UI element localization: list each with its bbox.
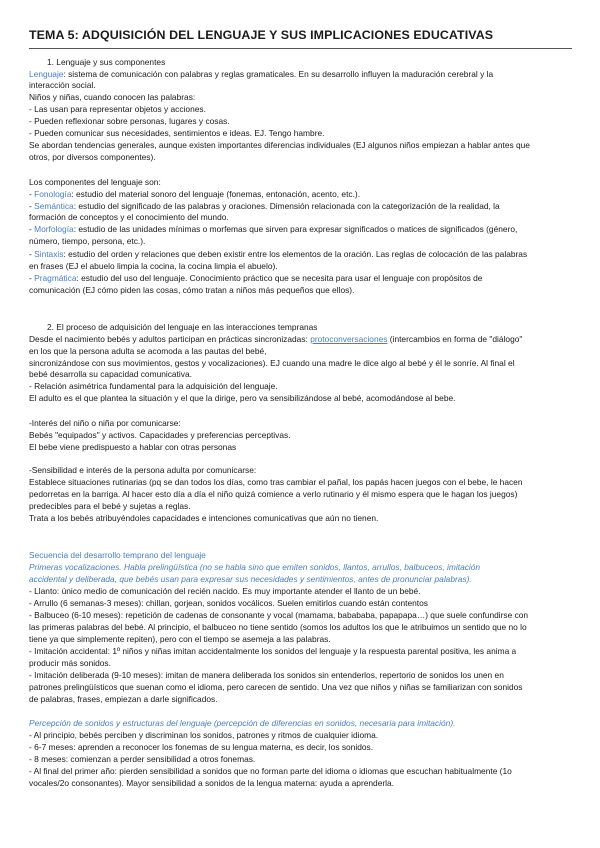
paragraph-line: las primeras palabras del bebé. Al principio, el balbuceo no tiene sentido (somos los adultos los que le atribuimos un sentido que no lo (29, 622, 527, 632)
paragraph-line: El adulto es el que plantea la situación y el que la dirige, pero va sensibilizándose al bebé, acomodándose al bebe. (29, 393, 456, 403)
term-lenguaje: Lenguaje (29, 69, 64, 79)
paragraph-line: bebé desarrolla su capacidad comunicativa. (29, 369, 192, 379)
italic-intro: accidental y deliberada, que bebés usan para expresar sus necesidades y sentimientos, antes de pronunciar palabras). (29, 574, 472, 584)
term-sintaxis: Sintaxis (34, 249, 64, 259)
italic-intro: Primeras vocalizaciones. Habla prelingüística (no se habla sino que emiten sonidos, llantos, arrullos, balbuceos, imitación (29, 562, 481, 572)
paragraph-line: formación de conceptos y el conocimiento del mundo. (29, 212, 229, 222)
line-text: Desde el nacimiento bebés y adultos participan en prácticas sincronizadas: (29, 334, 311, 344)
list-item: - 6-7 meses: aprenden a reconocer los fonemas de su lengua materna, es decir, los sonidos. (29, 742, 374, 752)
protoconversaciones-link[interactable]: protoconversaciones (310, 334, 388, 344)
subsection-heading: Secuencia del desarrollo temprano del lenguaje (29, 550, 206, 560)
section-1-heading: 1. Lenguaje y sus componentes (47, 57, 166, 67)
paragraph-line: en los que la persona adulta se acomoda a las pautas del bebé, (29, 346, 267, 356)
title-divider (29, 48, 572, 49)
paragraph-line: Niños y niñas, cuando conocen las palabras: (29, 92, 196, 102)
list-item: - Al final del primer año: pierden sensibilidad a sonidos que no forman parte del idioma o idiomas que escuchan habitualmente (1o (29, 766, 512, 776)
paragraph-line: Trata a los bebés atribuyéndoles capacidades e intenciones comunicativas que aún no tienen. (29, 513, 379, 523)
term-fonologia: Fonología (34, 189, 72, 199)
line-text: : sistema de comunicación con palabras y reglas gramaticales. En su desarrollo influyen la maduración cerebral y la (63, 69, 494, 79)
term-pragmatica: Pragmática (34, 273, 77, 283)
paragraph-line: sincronizándose con sus movimientos, gestos y vocalizaciones). EJ cuando una madre le dice algo al bebé y él le sonríe. Al final el (29, 358, 515, 368)
list-item: - Las usan para representar objetos y acciones. (29, 104, 206, 114)
list-item: - Pueden reflexionar sobre personas, lugares y cosas. (29, 116, 230, 126)
list-item: - Fonología: estudio del material sonoro del lenguaje (fonemas, entonación, acento, etc.). (29, 189, 361, 199)
paragraph-line: predecibles para el bebé y sujetas a reglas. (29, 501, 191, 511)
paragraph-line: en frases (EJ el abuelo limpia la cocina, la cocina limpia el abuelo). (29, 261, 278, 271)
list-item: - Sintaxis: estudio del orden y relaciones que deben existir entre los elementos de la oración. Las reglas de colocación de las palabras (29, 249, 528, 259)
list-item: - Semántica: estudio del significado de las palabras y oraciones. Dimensión relacionada con la categorización de la realidad, la (29, 201, 500, 211)
list-item: - Al principio, bebés perciben y discriminan los sonidos, patrones y ritmos de cualquier idioma. (29, 730, 379, 740)
paragraph-line: de palabras, frases, empiezan a darle significados. (29, 694, 218, 704)
list-item: - Pueden comunicar sus necesidades, sentimientos e ideas. EJ. Tengo hambre. (29, 128, 325, 138)
list-item: - 8 meses: comienzan a perder sensibilidad a otros fonemas. (29, 754, 256, 764)
list-item: - Morfología: estudio de las unidades mínimas o morfemas que sirven para expresar significados o matices de significados (género, (29, 224, 518, 234)
paragraph-line: Se abordan tendencias generales, aunque existen importantes diferencias individuales (EJ algunos niños empiezan a hablar antes que (29, 140, 530, 150)
page-title: TEMA 5: ADQUISICIÓN DEL LENGUAJE Y SUS IMPLICACIONES EDUCATIVAS (29, 28, 494, 42)
line-text: : estudio de las unidades mínimas o morfemas que sirven para expresar significados o matices de significados (género, (73, 224, 518, 234)
paragraph-line: Los componentes del lenguaje son: (29, 177, 161, 187)
line-text: : estudio del uso del lenguaje. Conocimiento práctico que se necesita para usar el lenguaje con propósitos de (76, 273, 483, 283)
paragraph-line: comunicación (EJ cómo piden las cosas, cómo tratan a niños más pequeños que ellos). (29, 285, 355, 295)
paragraph-line: -Sensibilidad e interés de la persona adulta por comunicarse: (29, 465, 257, 475)
term-semantica: Semántica (34, 201, 74, 211)
section-2-heading: 2. El proceso de adquisición del lenguaje en las interacciones tempranas (47, 322, 318, 332)
paragraph-line: patrones prelingüísticos que suenan como el idioma, pero carecen de sentido. Una vez que niños y niñas se familiarizan con sonidos (29, 682, 523, 692)
paragraph-line: -Interés del niño o niña por comunicarse: (29, 418, 181, 428)
paragraph-line (29, 334, 522, 345)
paragraph-line: pedorretas en la barriga. Al hacer esto día a día el niño quizá comience a verlo rutinario y él mismo espera que le hagan los juegos) (29, 489, 518, 499)
paragraph-line: Bebés "equipados" y activos. Capacidades y preferencias perceptivas. (29, 430, 291, 440)
line-text: : estudio del material sonoro del lenguaje (fonemas, entonación, acento, etc.). (71, 189, 361, 199)
list-item: - Imitación deliberada (9-10 meses): imitan de manera deliberada los sonidos sin entenderlos, repertorio de sonidos los unen en (29, 670, 504, 680)
subsection-heading: Percepción de sonidos y estructuras del lenguaje (percepción de diferencias en sonidos, necesaria para imitación). (29, 718, 456, 728)
list-item: - Arrullo (6 semanas-3 meses): chillan, gorjean, sonidos vocálicos. Suelen emitirlos cuando están contentos (29, 598, 428, 608)
line-text: (intercambios en forma de "diálogo" (387, 334, 523, 344)
paragraph-line (29, 69, 493, 80)
paragraph-line: producir más sonidos. (29, 658, 111, 668)
paragraph-line: Establece situaciones rutinarias (pq se dan todos los días, como tras cambiar el pañal, los papás hacen juegos con el bebe, le hacen (29, 477, 523, 487)
paragraph-line: interacción social. (29, 80, 96, 90)
list-item: - Relación asimétrica fundamental para la adquisición del lenguaje. (29, 381, 278, 391)
paragraph-line: número, tiempo, persona, etc.). (29, 236, 146, 246)
paragraph-line: tiene ya que simplemente repiten), pero con el tiempo se asemeja a las palabras. (29, 634, 331, 644)
list-item: - Pragmática: estudio del uso del lenguaje. Conocimiento práctico que se necesita para usar el lenguaje con propósitos de (29, 273, 483, 283)
term-morfologia: Morfología (34, 224, 74, 234)
paragraph-line: vocales/2o consonantes). Mayor sensibilidad a sonidos de la lengua materna: ayuda a aprenderla. (29, 778, 395, 788)
list-item: - Balbuceo (6-10 meses): repetición de cadenas de consonante y vocal (mamama, babababa, papapapa…) que suele confundirse con (29, 610, 529, 620)
list-item: - Imitación accidental: 1º niños y niñas imitan accidentalmente los sonidos del lenguaje y la respuesta parental positiva, les anima a (29, 646, 517, 656)
line-text: : estudio del significado de las palabras y oraciones. Dimensión relacionada con la categorización de la realidad, la (73, 201, 500, 211)
list-item: - Llanto: único medio de comunicación del recién nacido. Es muy importante atender el llanto de un bebé. (29, 586, 421, 596)
line-text: : estudio del orden y relaciones que deben existir entre los elementos de la oración. Las reglas de colocación de las palabras (63, 249, 528, 259)
paragraph-line: El bebe viene predispuesto a hablar con otras personas (29, 442, 237, 452)
paragraph-line: otros, por diversos componentes). (29, 152, 156, 162)
